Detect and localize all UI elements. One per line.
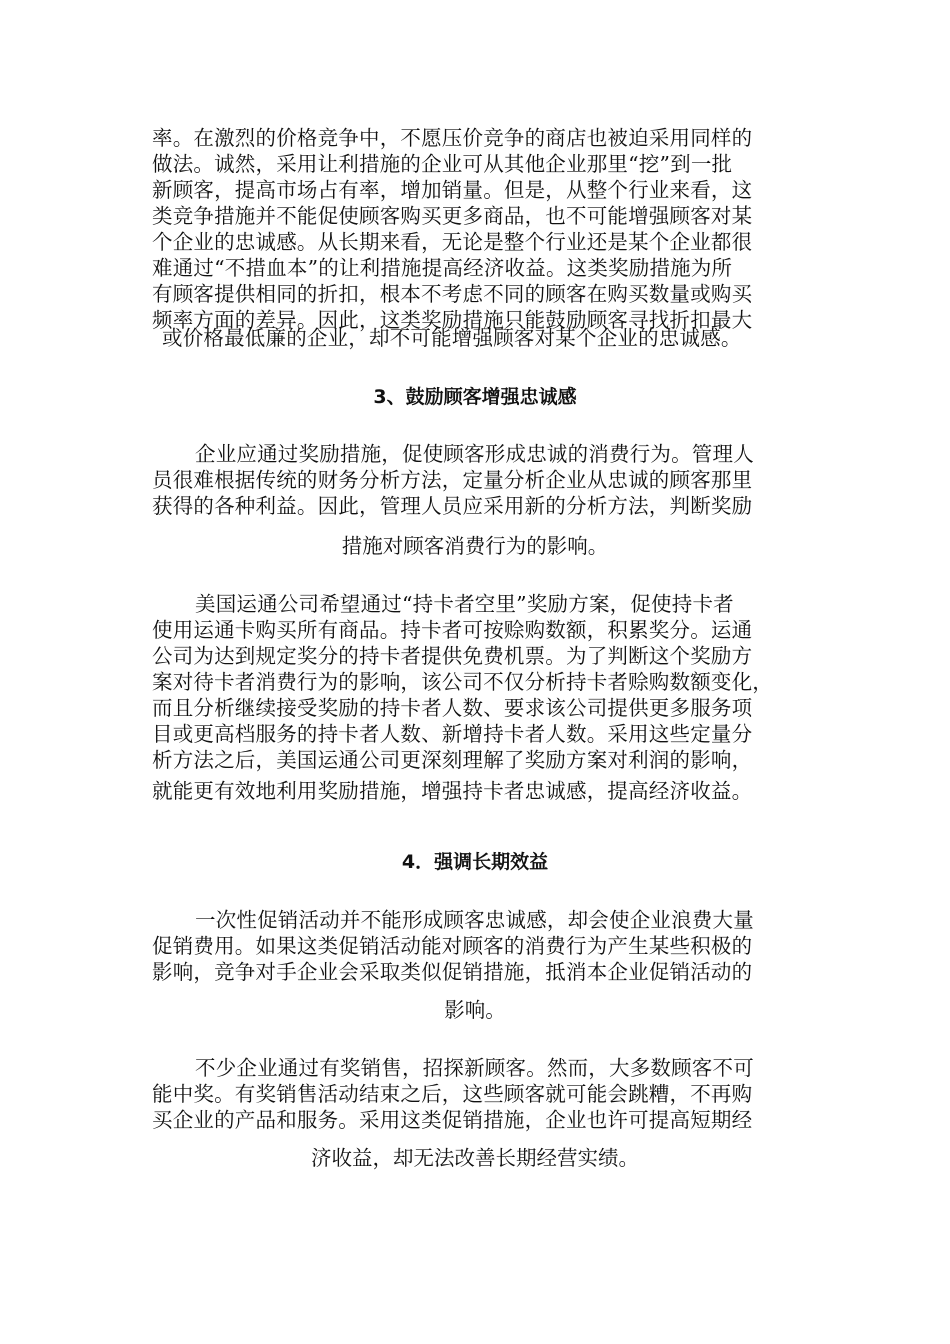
text-line: 析方法之后，美国运通公司更深刻理解了奖励方案对利润的影响，: [152, 748, 753, 772]
text-line: 个企业的忠诚感。从长期来看，无论是整个行业还是某个企业都很: [152, 230, 753, 254]
text-line: 案对待卡者消费行为的影响，该公司不仅分析持卡者赊购数额变化，: [152, 670, 773, 694]
text-line: 获得的各种利益。因此，管理人员应采用新的分析方法，判断奖励: [152, 494, 753, 518]
text-line: 频率方面的差异。因此，这类奖励措施只能鼓励顾客寻找折扣最大: [152, 308, 753, 332]
text-line: 济收益，却无法改善长期经营实绩。: [311, 1146, 639, 1170]
text-line: 做法。诚然，采用让利措施的企业可从其他企业那里“挖”到一批: [152, 152, 733, 176]
text-line: 促销费用。如果这类促销活动能对顾客的消费行为产生某些积极的: [152, 934, 753, 958]
text-line: 有顾客提供相同的折扣，根本不考虑不同的顾客在购买数量或购买: [152, 282, 753, 306]
text-line: 率。在激烈的价格竞争中，不愿压价竞争的商店也被迫采用同样的: [152, 126, 753, 150]
text-line: 新顾客，提高市场占有率，增加销量。但是，从整个行业来看，这: [152, 178, 753, 202]
text-line: 使用运通卡购买所有商品。持卡者可按赊购数额，积累奖分。运通: [152, 618, 753, 642]
text-line: 美国运通公司希望通过“持卡者空里”奖励方案，促使持卡者: [195, 592, 734, 616]
text-line: 影响，竞争对手企业会采取类似促销措施，抵消本企业促销活动的: [152, 960, 753, 984]
text-line: 措施对顾客消费行为的影响。: [341, 534, 609, 558]
text-line: 一次性促销活动并不能形成顾客忠诚感，却会使企业浪费大量: [195, 908, 754, 932]
text-line: 员很难根据传统的财务分析方法，定量分析企业从忠诚的顾客那里: [152, 468, 753, 492]
text-line: 企业应通过奖励措施，促使顾客形成忠诚的消费行为。管理人: [195, 442, 754, 466]
text-line: 公司为达到规定奖分的持卡者提供免费机票。为了判断这个奖励方: [152, 644, 753, 668]
text-line: 而且分析继续接受奖励的持卡者人数、要求该公司提供更多服务项: [152, 696, 753, 720]
text-line: 影响。: [444, 998, 506, 1022]
text-line: 类竞争措施并不能促使顾客购买更多商品，也不可能增强顾客对某: [152, 204, 753, 228]
text-line: 就能更有效地利用奖励措施，增强持卡者忠诚感，提高经济收益。: [152, 779, 753, 803]
text-line: 难通过“不措血本”的让利措施提高经济收益。这类奖励措施为所: [152, 256, 733, 280]
text-line: 目或更高档服务的持卡者人数、新增持卡者人数。采用这些定量分: [152, 722, 753, 746]
section-heading-4: 4．强调长期效益: [401, 851, 549, 873]
section-heading-3: 3、鼓励顾客增强忠诚感: [373, 386, 577, 408]
text-line: 能中奖。有奖销售活动结束之后，这些顾客就可能会跳糟，不再购: [152, 1082, 753, 1106]
text-line: 买企业的产品和服务。采用这类促销措施，企业也许可提高短期经: [152, 1108, 753, 1132]
text-line: 或价格最低廉的企业，却不可能增强顾客对某个企业的忠诚感。: [162, 326, 742, 350]
text-line: 不少企业通过有奖销售，招探新顾客。然而，大多数顾客不可: [195, 1056, 754, 1080]
